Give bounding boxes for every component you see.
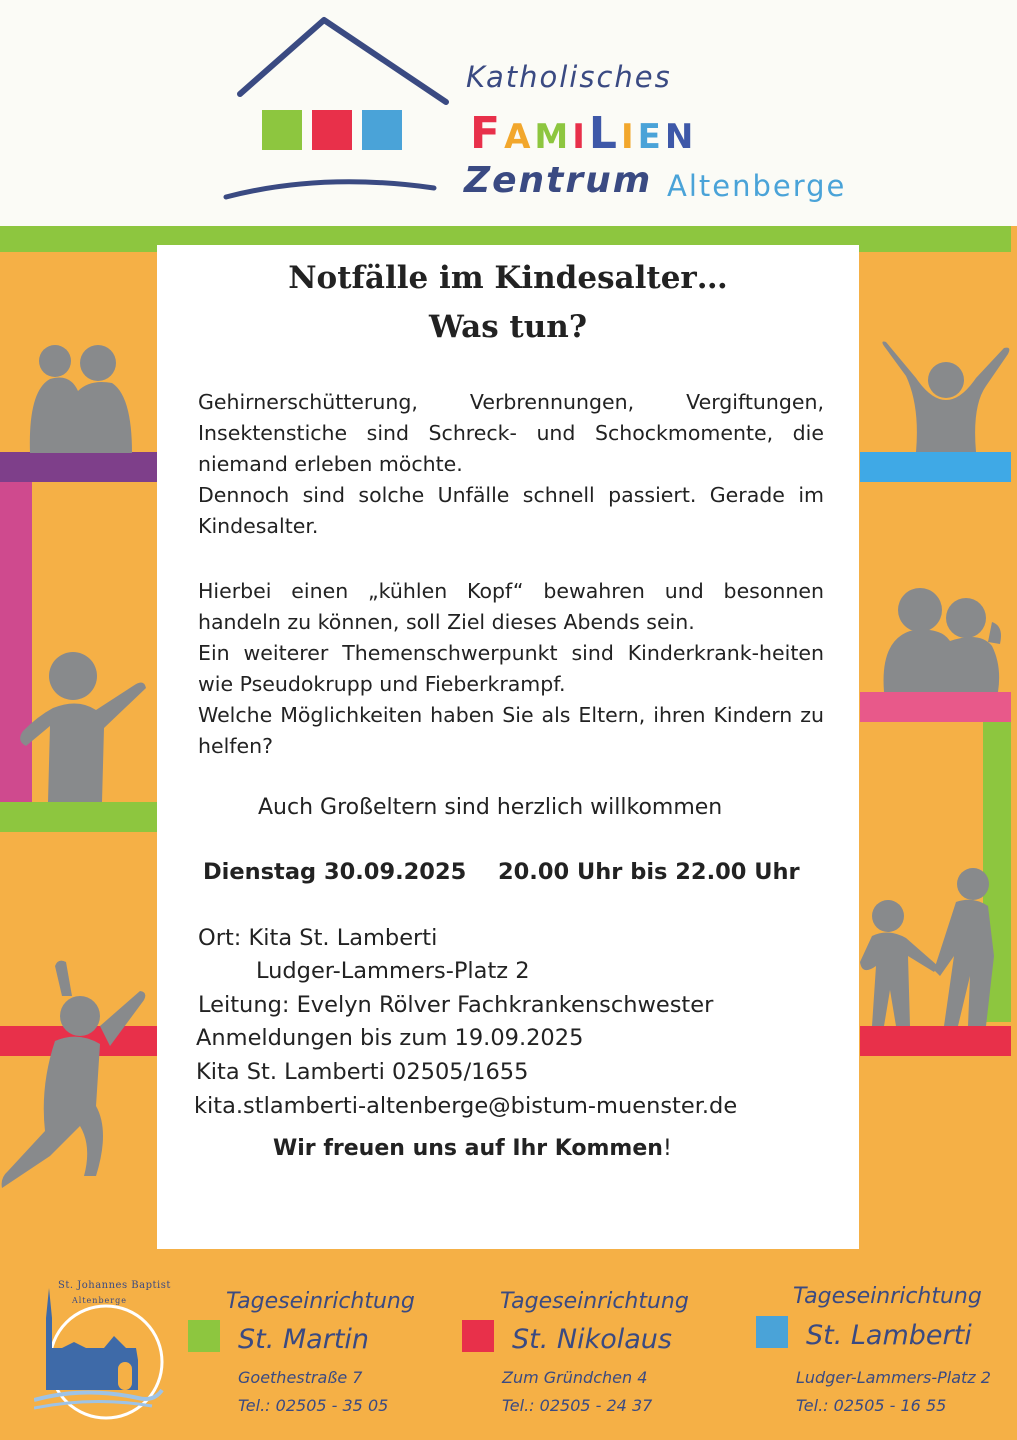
blue-stripe-right — [860, 452, 1011, 482]
event-subtitle: Was tun? — [428, 309, 587, 345]
paragraph-topic: Ein weiterer Themenschwerpunkt sind Kinderkrank-heiten wie Pseudokrupp und Fieberkrampf. — [198, 641, 824, 696]
logo-line-familien — [470, 108, 697, 159]
facility-name-lamberti: St. Lamberti — [806, 1320, 972, 1351]
pink-stripe-right — [860, 692, 1011, 722]
red-stripe-right — [860, 1026, 1011, 1056]
location-line: Ort: Kita St. Lamberti — [198, 925, 438, 951]
facility-phone-nikolaus: Tel.: 02505 - 24 37 — [502, 1396, 653, 1415]
brand-letter: M — [534, 117, 573, 157]
green-square-icon — [188, 1320, 220, 1352]
child-pointing-silhouette — [8, 646, 150, 802]
green-square-icon — [262, 110, 302, 150]
facility-heading-martin: Tageseinrichtung — [226, 1289, 415, 1314]
purple-stripe — [0, 452, 157, 482]
brand-letter: I — [572, 117, 589, 157]
facility-heading-nikolaus: Tageseinrichtung — [500, 1289, 689, 1314]
closing-text: Wir freuen uns auf Ihr Kommen — [273, 1136, 663, 1161]
church-place: Altenberge — [72, 1296, 127, 1305]
header-logo-area — [0, 0, 1017, 226]
event-time: 20.00 Uhr bis 22.00 Uhr — [498, 859, 800, 885]
red-square-icon — [312, 110, 352, 150]
brand-letter: L — [588, 108, 621, 159]
contact-phone: Kita St. Lamberti 02505/1655 — [196, 1059, 529, 1085]
facility-heading-lamberti: Tageseinrichtung — [793, 1284, 982, 1309]
red-square-icon — [462, 1320, 494, 1352]
house-base-line-icon — [222, 172, 438, 202]
brand-letter: F — [470, 108, 505, 159]
closing-mark: ! — [662, 1136, 672, 1161]
facility-address-martin: Goethestraße 7 — [238, 1368, 363, 1387]
facility-address-lamberti: Ludger-Lammers-Platz 2 — [796, 1368, 991, 1387]
logo-location: Altenberge — [667, 169, 847, 203]
hugging-children-silhouette — [880, 586, 1005, 692]
event-date: Dienstag 30.09.2025 — [203, 859, 467, 885]
event-title: Notfälle im Kindesalter… — [288, 260, 728, 296]
logo-line-katholisches: Katholisches — [466, 60, 672, 94]
blue-square-icon — [362, 110, 402, 150]
contact-email[interactable]: kita.stlamberti-altenberge@bistum-muenster.de — [194, 1093, 738, 1119]
announcement-card — [157, 245, 859, 1249]
grandparents-note: Auch Großeltern sind herzlich willkommen — [258, 795, 723, 820]
location-address: Ludger-Lammers-Platz 2 — [256, 958, 530, 984]
leader-line: Leitung: Evelyn Rölver Fachkrankenschwester — [198, 992, 714, 1018]
registration-deadline: Anmeldungen bis zum 19.09.2025 — [196, 1025, 584, 1051]
church-name: St. Johannes Baptist — [58, 1280, 171, 1291]
brand-letter: E — [637, 117, 665, 157]
child-arms-up-silhouette — [876, 338, 1016, 452]
facility-name-martin: St. Martin — [238, 1324, 370, 1355]
walking-family-silhouette — [858, 866, 1013, 1026]
paragraph-goal: Hierbei einen „kühlen Kopf“ bewahren und besonnen handeln zu können, soll Ziel dieses Abends sein. — [198, 579, 824, 634]
blue-square-icon — [756, 1316, 788, 1348]
facility-name-nikolaus: St. Nikolaus — [512, 1324, 672, 1355]
brand-letter: A — [504, 117, 535, 157]
paragraph-question: Welche Möglichkeiten haben Sie als Eltern, ihren Kindern zu helfen? — [198, 703, 824, 758]
facility-address-nikolaus: Zum Gründchen 4 — [502, 1368, 648, 1387]
green-stripe-left — [0, 802, 157, 832]
facility-phone-lamberti: Tel.: 02505 - 16 55 — [796, 1396, 947, 1415]
closing-greeting — [273, 1136, 672, 1161]
jumping-child-silhouette — [0, 956, 150, 1196]
paragraph-intro-2: Dennoch sind solche Unfälle schnell passiert. Gerade im Kindesalter. — [198, 483, 824, 538]
house-roof-icon — [236, 12, 451, 107]
children-silhouette-left-top — [20, 341, 140, 453]
paragraph-intro: Gehirnerschütterung, Verbrennungen, Vergiftungen, Insektenstiche sind Schreck- und Schockmomente, die niemand erleben möchte. — [198, 390, 824, 476]
facility-phone-martin: Tel.: 02505 - 35 05 — [238, 1396, 389, 1415]
brand-letter: N — [664, 117, 698, 157]
brand-letter: I — [620, 117, 638, 157]
logo-line-zentrum: Zentrum — [464, 160, 653, 201]
